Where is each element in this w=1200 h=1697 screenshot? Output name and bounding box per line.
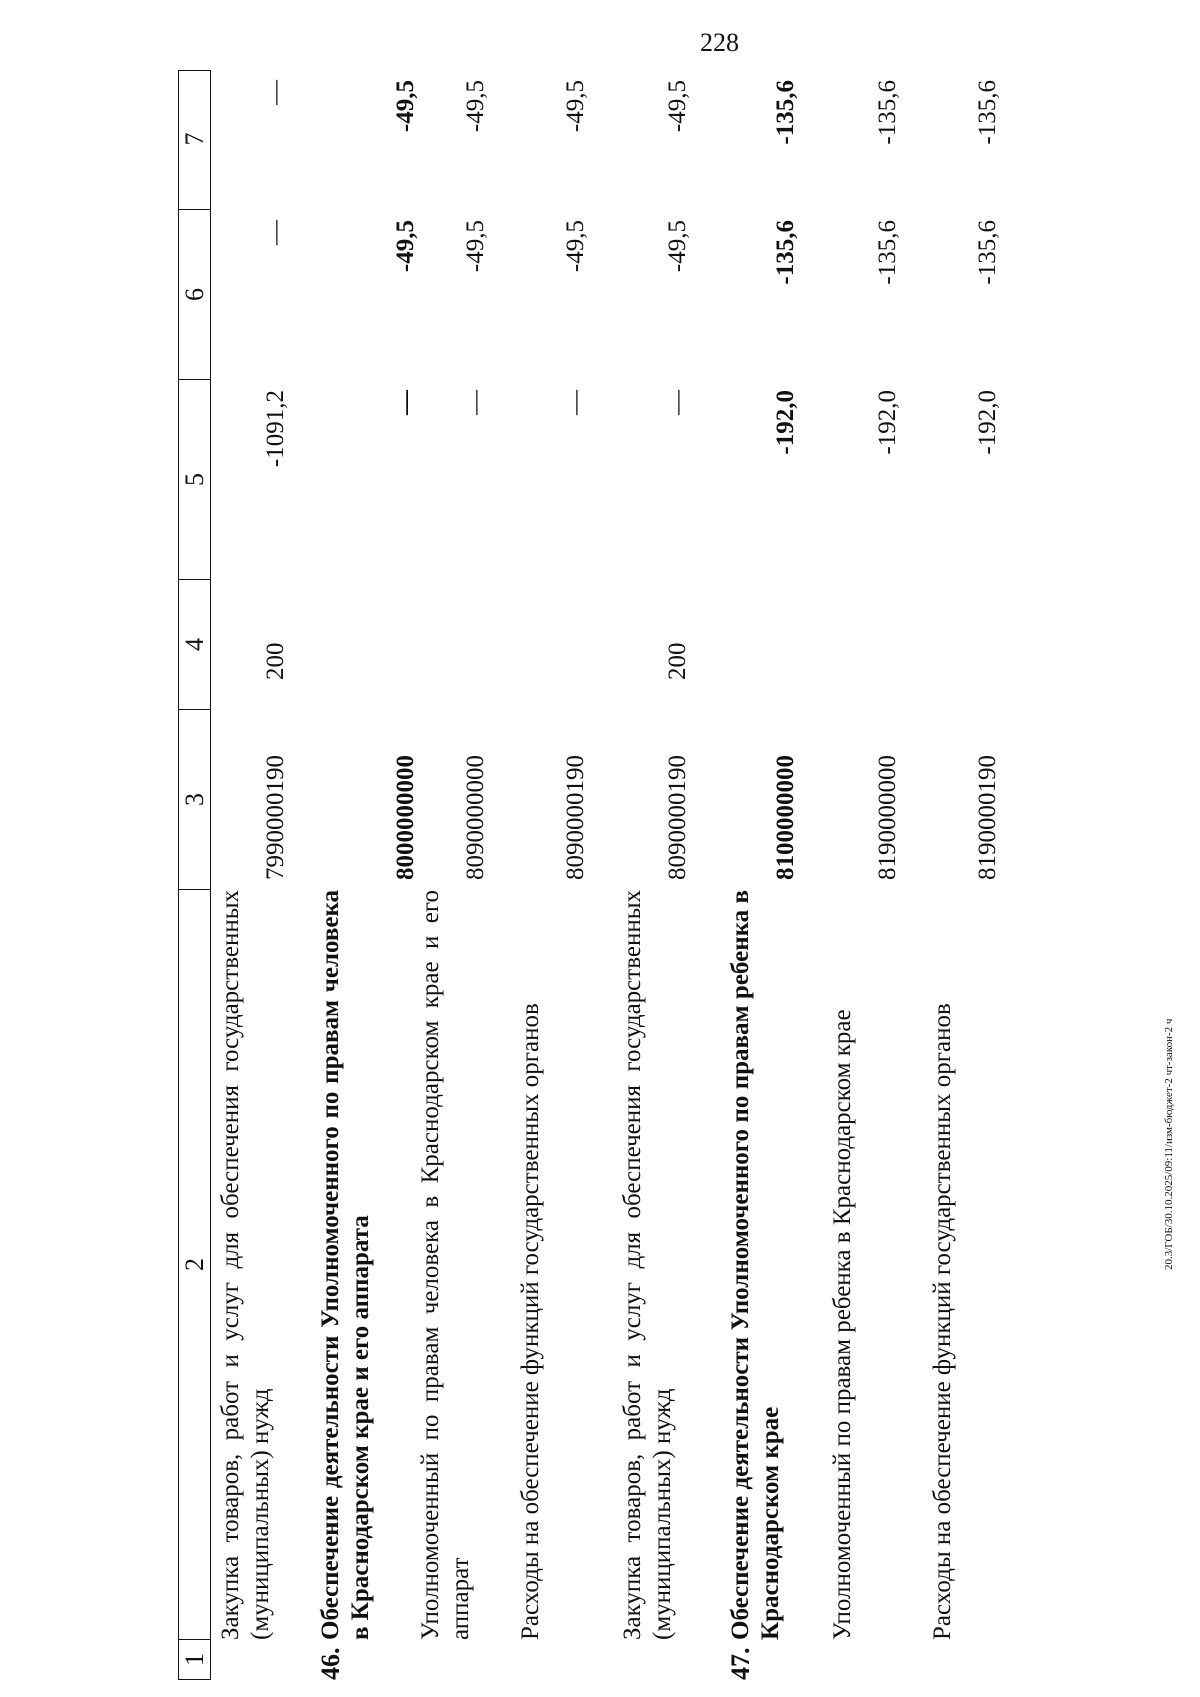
row-number: 47. [726, 1647, 755, 1680]
cell-col5: — [664, 390, 691, 415]
cell-code: 8090000000 [462, 755, 489, 880]
cell-col6: -135,6 [772, 220, 799, 285]
cell-col7: -135,6 [772, 80, 799, 145]
row-label: Обеспечение деятельности Уполномоченного по правам ребенка в Краснодарском крае [727, 890, 784, 1640]
cell-col5: -1091,2 [262, 390, 289, 468]
footer-code: 20.3/ГОБ/30.10.2025/09:11/изм-бюджет-2 чт-закон-2 ч [1163, 1018, 1175, 1270]
cell-type: 200 [664, 642, 691, 680]
row-label: Расходы на обеспечение функций государственных органов [517, 1003, 544, 1640]
cell-col5: -192,0 [974, 390, 1001, 455]
row-label: Уполномоченный по правам человека в Краснодарском крае и его аппарат [417, 890, 474, 1640]
header-col-4: 4 [179, 579, 210, 709]
row-label: Закупка товаров, работ и услуг для обеспечения государственных (муниципальных) нужд [619, 890, 676, 1640]
cell-code: 8090000190 [562, 755, 589, 880]
header-col-5: 5 [179, 379, 210, 579]
cell-col6: -49,5 [392, 220, 419, 273]
cell-type: 200 [262, 642, 289, 680]
row-label: Расходы на обеспечение функций государственных органов [929, 1003, 956, 1640]
cell-col6: -135,6 [874, 220, 901, 285]
table-header [178, 70, 211, 1680]
cell-col6: -49,5 [562, 220, 589, 273]
cell-col7: -135,6 [874, 80, 901, 145]
cell-code: 8190000000 [874, 755, 901, 880]
cell-code: 8190000190 [974, 755, 1001, 880]
cell-code: 7990000190 [262, 755, 289, 880]
cell-col5: — [562, 390, 589, 415]
cell-col7: — [262, 80, 289, 105]
row-number: 46. [316, 1647, 345, 1680]
header-col-2: 2 [179, 889, 210, 1639]
cell-col7: -135,6 [974, 80, 1001, 145]
cell-code: 8100000000 [772, 755, 799, 880]
row-label: Обеспечение деятельности Уполномоченного по правам человека в Краснодарском крае и его аппарата [317, 890, 374, 1640]
cell-col5: -192,0 [874, 390, 901, 455]
cell-col6: -49,5 [462, 220, 489, 273]
page-number: 228 [700, 28, 739, 57]
cell-col7: -49,5 [664, 80, 691, 133]
row-label: Закупка товаров, работ и услуг для обеспечения государственных (муниципальных) нужд [217, 890, 274, 1640]
cell-col7: -49,5 [562, 80, 589, 133]
cell-col5: — [392, 390, 419, 415]
cell-col7: -49,5 [392, 80, 419, 133]
cell-col5: — [462, 390, 489, 415]
header-col-7: 7 [180, 132, 209, 146]
header-col-3: 3 [179, 709, 210, 889]
cell-col6: -135,6 [974, 220, 1001, 285]
cell-code: 8000000000 [392, 755, 419, 880]
budget-table [178, 70, 1158, 1680]
cell-col7: -49,5 [462, 80, 489, 133]
cell-col6: -49,5 [664, 220, 691, 273]
header-col-6: 6 [179, 209, 210, 379]
row-label: Уполномоченный по правам ребенка в Краснодарском крае [829, 1009, 856, 1640]
cell-col5: -192,0 [772, 390, 799, 455]
header-col-1: 1 [179, 1639, 210, 1679]
cell-col6: — [262, 220, 289, 245]
cell-code: 8090000190 [664, 755, 691, 880]
